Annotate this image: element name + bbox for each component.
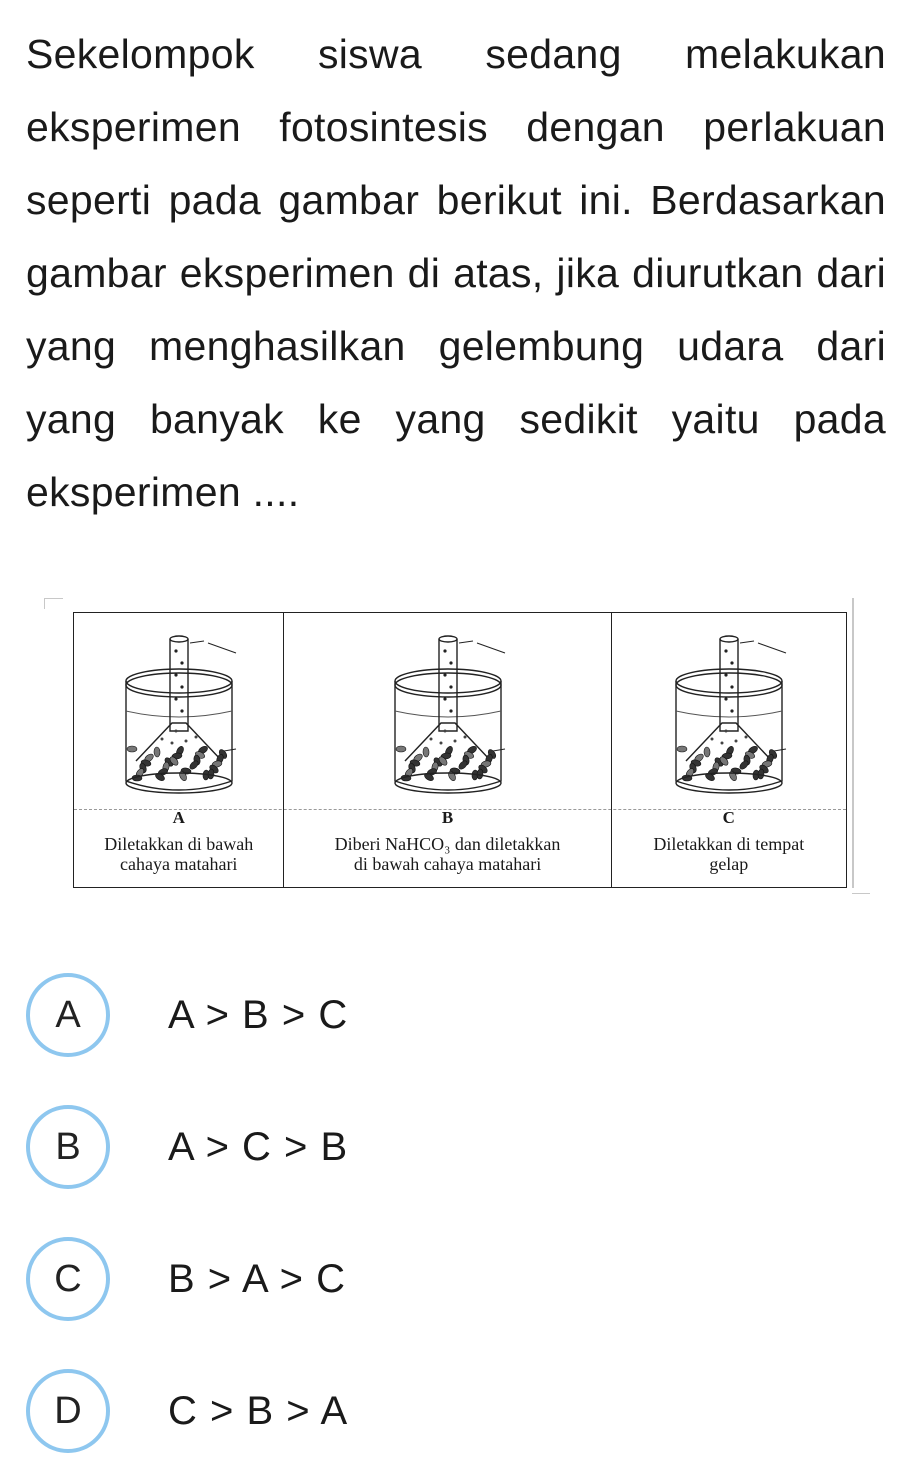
panel-letter: B: [441, 808, 454, 827]
plant-beaker-illustration: [664, 631, 794, 806]
panel-caption-line: Diletakkan di bawah: [104, 834, 254, 854]
label-pointer: [740, 641, 754, 643]
panel-letter: A: [172, 808, 185, 827]
gas-bubble: [439, 742, 442, 745]
gas-bubble: [724, 673, 727, 676]
gas-bubble: [730, 709, 733, 712]
gas-bubble: [730, 685, 733, 688]
gas-bubble: [710, 738, 713, 741]
experiment-figure: [73, 612, 847, 888]
test-tube-top: [170, 636, 188, 642]
plant-leaf: [704, 747, 711, 757]
gas-bubble: [744, 736, 747, 739]
plant-leaf: [677, 746, 687, 752]
gas-bubble: [443, 673, 446, 676]
gas-bubble: [449, 685, 452, 688]
option-d[interactable]: [26, 1364, 886, 1458]
gas-bubble: [463, 736, 466, 739]
gas-bubble: [724, 697, 727, 700]
panel-caption: [653, 834, 804, 874]
plant-leaf: [127, 746, 137, 752]
option-b[interactable]: [26, 1100, 886, 1194]
panel-caption: [335, 834, 561, 874]
option-text[interactable]: B > A > C: [168, 1256, 347, 1301]
experiment-panel-b: [283, 613, 610, 887]
gas-bubble: [180, 661, 183, 664]
test-tube-top: [720, 636, 738, 642]
option-text[interactable]: C > B > A: [168, 1388, 349, 1433]
gas-bubble: [174, 649, 177, 652]
label-pointer: [493, 749, 505, 751]
label-pointer: [208, 643, 236, 653]
water-surface: [126, 711, 232, 717]
gas-bubble: [443, 730, 446, 733]
panel-caption-line: cahaya matahari: [120, 854, 238, 874]
option-c[interactable]: [26, 1232, 886, 1326]
label-pointer: [477, 643, 505, 653]
gas-bubble: [174, 730, 177, 733]
experiment-panel-a: [74, 613, 283, 887]
question-text: Sekelompok siswa sedang melakukan eksperimen fotosintesis dengan perlakuan seperti pada gambar berikut ini. Berdasarkan gambar eksperimen di atas, jika diurutkan dari yang menghasilkan gelembung udara dari yang banyak ke yang sedikit yaitu pada eksperimen ....: [26, 31, 886, 515]
label-pointer: [758, 643, 786, 653]
gas-bubble: [429, 738, 432, 741]
gas-bubble: [174, 697, 177, 700]
plant-leaf: [396, 746, 406, 752]
plant-beaker-illustration: [114, 631, 244, 806]
plant-leaf: [422, 747, 429, 757]
panel-caption-line: Diberi NaHCO₃ dan diletakkan: [334, 834, 561, 854]
gas-bubble: [720, 742, 723, 745]
gas-bubble: [443, 697, 446, 700]
gas-bubble: [194, 736, 197, 739]
figure-frame-mark-bottom-right: [852, 893, 870, 898]
water-surface: [395, 711, 501, 717]
test-tube-top: [439, 636, 457, 642]
option-a[interactable]: [26, 968, 886, 1062]
gas-bubble: [449, 709, 452, 712]
gas-bubble: [184, 740, 187, 743]
gas-bubble: [180, 685, 183, 688]
label-pointer: [774, 749, 786, 751]
gas-bubble: [724, 649, 727, 652]
option-letter-circle[interactable]: B: [26, 1105, 110, 1189]
water-surface: [676, 711, 782, 717]
gas-bubble: [443, 649, 446, 652]
option-letter-circle[interactable]: D: [26, 1369, 110, 1453]
panel-caption-line: di bawah cahaya matahari: [353, 854, 542, 874]
label-pointer: [459, 641, 473, 643]
experiment-panel-c: [611, 613, 846, 887]
option-text[interactable]: A > B > C: [168, 992, 349, 1037]
plant-beaker-illustration: [383, 631, 513, 806]
gas-bubble: [730, 661, 733, 664]
figure-frame-mark-top-left: [44, 598, 63, 609]
plant-leaf: [153, 747, 160, 757]
label-pointer: [224, 749, 236, 751]
option-letter-circle[interactable]: C: [26, 1237, 110, 1321]
label-pointer: [190, 641, 204, 643]
figure-frame-mark-right: [852, 598, 860, 888]
gas-bubble: [734, 740, 737, 743]
gas-bubble: [724, 730, 727, 733]
gas-bubble: [180, 709, 183, 712]
gas-bubble: [453, 740, 456, 743]
panel-caption-line: Diletakkan di tempat: [653, 834, 805, 854]
panel-caption-line: gelap: [709, 854, 749, 874]
gas-bubble: [170, 742, 173, 745]
option-text[interactable]: A > C > B: [168, 1124, 349, 1169]
gas-bubble: [174, 673, 177, 676]
gas-bubble: [160, 738, 163, 741]
panel-letter: C: [722, 808, 735, 827]
panel-caption: [104, 834, 253, 874]
option-letter-circle[interactable]: A: [26, 973, 110, 1057]
gas-bubble: [449, 661, 452, 664]
